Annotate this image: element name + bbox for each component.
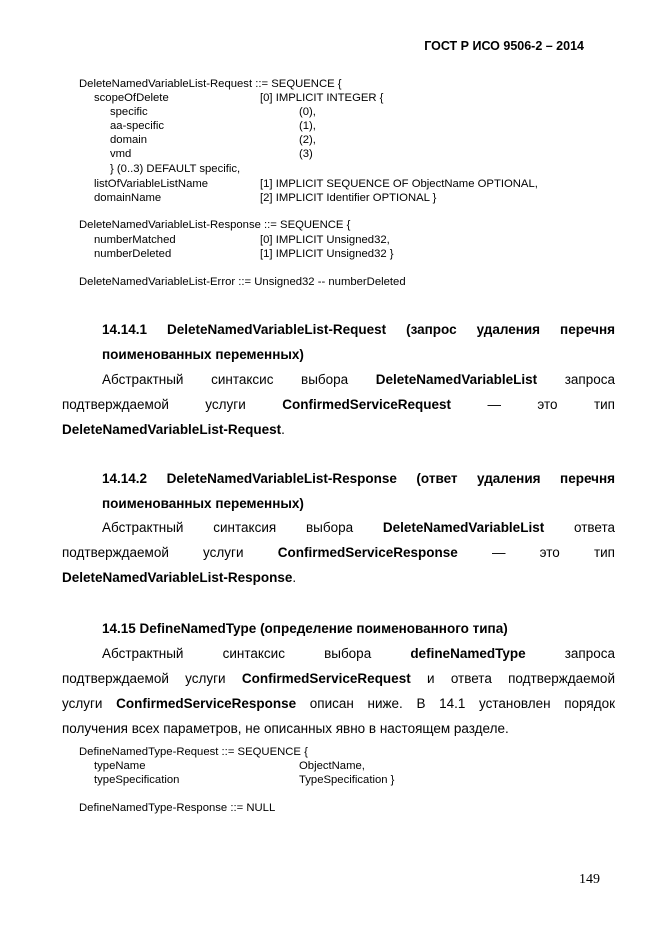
code-value: (0), xyxy=(299,106,316,118)
code-field: specific xyxy=(110,106,148,118)
code-field: typeName xyxy=(94,760,146,772)
heading-line: 14.14.2 DeleteNamedVariableList-Response (ответ удаления перечня xyxy=(102,471,615,486)
code-type: ObjectName, xyxy=(299,760,365,772)
code-field: aa-specific xyxy=(110,120,164,132)
code-field: numberMatched xyxy=(94,234,176,246)
running-header: ГОСТ Р ИСО 9506-2 – 2014 xyxy=(424,39,584,53)
code-field: domain xyxy=(110,134,148,146)
paragraph-line: получения всех параметров, не описанных явно в настоящем разделе. xyxy=(62,721,509,736)
code-value: (2), xyxy=(299,134,316,146)
code-line: DeleteNamedVariableList-Response ::= SEQUENCE { xyxy=(79,219,351,231)
code-field: listOfVariableListName xyxy=(94,178,209,190)
asn1-define-type-response xyxy=(0,801,662,817)
code-line: DefineNamedType-Response ::= NULL xyxy=(79,802,276,814)
code-value: (1), xyxy=(299,120,316,132)
paragraph-line: подтверждаемой услуги ConfirmedServiceRequest — это тип xyxy=(62,397,615,412)
asn1-delete-response xyxy=(0,218,662,262)
code-type: TypeSpecification } xyxy=(299,774,395,786)
code-field: numberDeleted xyxy=(94,248,172,260)
paragraph-line: DeleteNamedVariableList-Request. xyxy=(62,422,285,437)
paragraph-line: Абстрактный синтаксис выбора DeleteNamedVariableList запроса xyxy=(102,372,615,387)
code-type: [0] IMPLICIT Unsigned32, xyxy=(260,234,390,246)
code-line: DefineNamedType-Request ::= SEQUENCE { xyxy=(79,746,308,758)
heading-line: 14.14.1 DeleteNamedVariableList-Request (запрос удаления перечня xyxy=(102,322,615,337)
section-heading-14-14-1 xyxy=(102,317,615,367)
paragraph-14-14-1 xyxy=(62,367,615,442)
heading-line: поименованных переменных) xyxy=(102,496,304,511)
page-number: 149 xyxy=(579,872,600,887)
code-field: scopeOfDelete xyxy=(94,92,169,104)
paragraph-line: Абстрактный синтаксис выбора defineNamedType запроса xyxy=(102,646,615,661)
heading-line: поименованных переменных) xyxy=(102,347,304,362)
code-value: (3) xyxy=(299,148,313,160)
asn1-delete-request xyxy=(0,77,662,207)
code-line: DeleteNamedVariableList-Request ::= SEQUENCE { xyxy=(79,78,342,90)
asn1-delete-error xyxy=(0,275,662,291)
code-type: [1] IMPLICIT SEQUENCE OF ObjectName OPTIONAL, xyxy=(260,178,538,190)
paragraph-14-14-2 xyxy=(62,515,615,590)
code-type: [2] IMPLICIT Identifier OPTIONAL } xyxy=(260,192,437,204)
code-type: [0] IMPLICIT INTEGER { xyxy=(260,92,384,104)
paragraph-line: подтверждаемой услуги ConfirmedServiceResponse — это тип xyxy=(62,545,615,560)
paragraph-line: DeleteNamedVariableList-Response. xyxy=(62,570,297,585)
paragraph-line: Абстрактный синтаксия выбора DeleteNamedVariableList ответа xyxy=(102,520,615,535)
paragraph-14-15 xyxy=(62,641,615,741)
code-line: DeleteNamedVariableList-Error ::= Unsigned32 -- numberDeleted xyxy=(79,276,406,288)
code-field: domainName xyxy=(94,192,162,204)
section-heading-14-14-2 xyxy=(102,466,615,516)
paragraph-line: подтверждаемой услуги ConfirmedServiceRequest и ответа подтверждаемой xyxy=(62,671,615,686)
paragraph-line: услуги ConfirmedServiceResponse описан ниже. В 14.1 установлен порядок xyxy=(62,696,615,711)
code-line: } (0..3) DEFAULT specific, xyxy=(110,163,241,175)
asn1-define-type-request xyxy=(0,745,662,789)
heading-line: 14.15 DefineNamedType (определение поименованного типа) xyxy=(102,621,508,636)
code-field: typeSpecification xyxy=(94,774,180,786)
section-heading-14-15 xyxy=(102,616,615,641)
code-field: vmd xyxy=(110,148,132,160)
code-type: [1] IMPLICIT Unsigned32 } xyxy=(260,248,394,260)
